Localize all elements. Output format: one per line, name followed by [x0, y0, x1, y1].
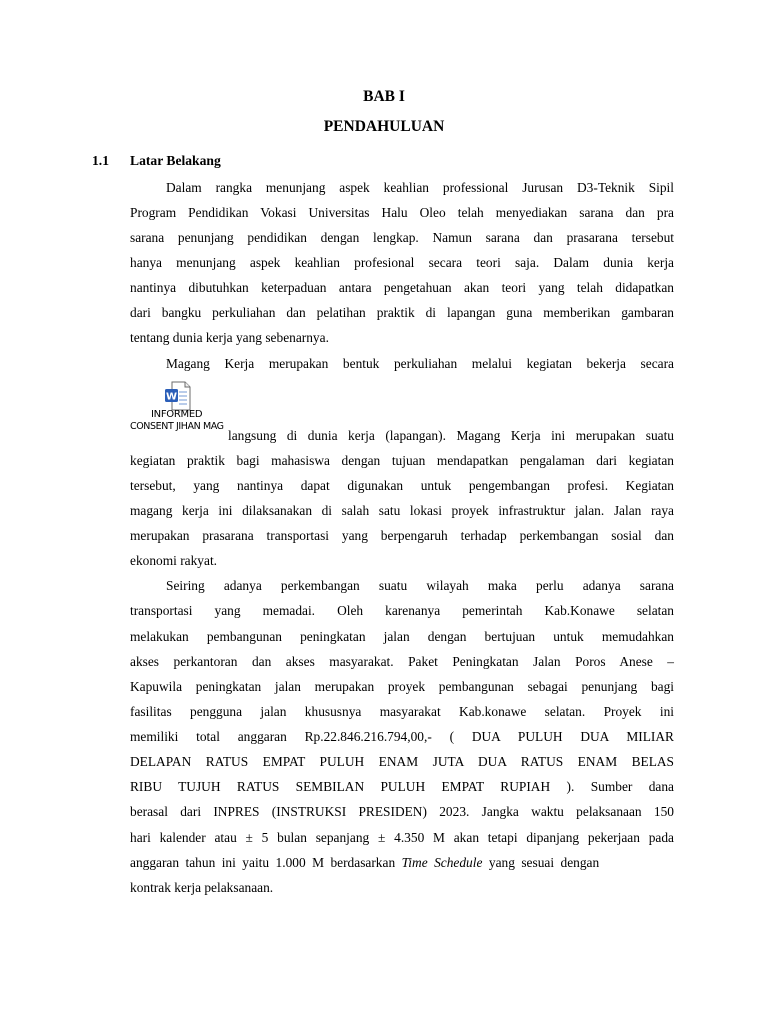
- paragraph1-line: nantinya dibutuhkan keterpaduan antara pengetahuan akan teori yang telah didapatkan: [130, 280, 674, 295]
- paragraph3-line: fasilitas pengguna jalan khususnya masyarakat Kab.konawe selatan. Proyek ini: [130, 704, 674, 719]
- paragraph3-line: memiliki total anggaran Rp.22.846.216.794,00,- ( DUA PULUH DUA MILIAR: [130, 729, 674, 744]
- time-schedule-term: Time Schedule: [401, 855, 483, 870]
- paragraph3-line: hari kalender atau ± 5 bulan sepanjang ± 4.350 M akan tetapi dipanjang pekerjaan pada: [130, 830, 674, 845]
- line-text: yang sesuai dengan: [482, 855, 600, 870]
- paragraph3-line: berasal dari INPRES (INSTRUKSI PRESIDEN) 2023. Jangka waktu pelaksanaan 150: [130, 804, 674, 819]
- paragraph2-line: kegiatan praktik bagi mahasiswa dengan tujuan mendapatkan pengalaman dari kegiatan: [130, 453, 674, 468]
- paragraph2-line: magang kerja ini dilaksanakan di salah satu lokasi proyek infrastruktur jalan. Jalan raya: [130, 503, 674, 518]
- paragraph2-line: ekonomi rakyat.: [130, 553, 218, 568]
- paragraph3-line: akses perkantoran dan akses masyarakat. Paket Peningkatan Jalan Poros Anese –: [130, 654, 674, 669]
- paragraph1-line: Dalam rangka menunjang aspek keahlian professional Jurusan D3-Teknik Sipil: [166, 180, 674, 195]
- paragraph2-line: Magang Kerja merupakan bentuk perkuliahan melalui kegiatan bekerja secara: [166, 356, 674, 371]
- paragraph1-line: hanya menunjang aspek keahlian profesional secara teori saja. Dalam dunia kerja: [130, 255, 674, 270]
- icon-letter: W: [165, 391, 178, 403]
- paragraph2-line: merupakan prasarana transportasi yang berpengaruh terhadap perkembangan sosial dan: [130, 528, 674, 543]
- paragraph3-line: transportasi yang memadai. Oleh karenanya pemerintah Kab.Konawe selatan: [130, 603, 674, 618]
- paragraph3-line: Kapuwila peningkatan jalan merupakan proyek pembangunan sebagai penunjang bagi: [130, 679, 674, 694]
- paragraph1-line: Program Pendidikan Vokasi Universitas Halu Oleo telah menyediakan sarana dan pra: [130, 205, 674, 220]
- paragraph1-line: tentang dunia kerja yang sebenarnya.: [130, 330, 329, 345]
- paragraph3-line: kontrak kerja pelaksanaan.: [130, 880, 274, 895]
- line-text: anggaran tahun ini yaitu 1.000 M berdasarkan: [130, 855, 402, 870]
- paragraph2-line: langsung di dunia kerja (lapangan). Magang Kerja ini merupakan suatu: [228, 428, 674, 443]
- section-title: Latar Belakang: [130, 153, 221, 168]
- paragraph1-line: dari bangku perkuliahan dan pelatihan praktik di lapangan guna memberikan gambaran: [130, 305, 674, 320]
- paragraph3-line: [130, 854, 674, 871]
- paragraph3-line: melakukan pembangunan peningkatan jalan dengan bertujuan untuk memudahkan: [130, 629, 674, 644]
- paragraph2-line: tersebut, yang nantinya dapat digunakan untuk pengembangan profesi. Kegiatan: [130, 478, 674, 493]
- paragraph3-line: Seiring adanya perkembangan suatu wilayah maka perlu adanya sarana: [166, 578, 674, 593]
- section-number: 1.1: [92, 153, 109, 168]
- chapter-title: PENDAHULUAN: [323, 118, 445, 135]
- paragraph3-line: RIBU TUJUH RATUS SEMBILAN PULUH EMPAT RUPIAH ). Sumber dana: [130, 779, 674, 794]
- chapter-label: BAB I: [363, 88, 405, 105]
- object-caption-line2: CONSENT JIHAN MAG: [130, 421, 224, 432]
- object-caption-line1: INFORMED: [151, 409, 203, 420]
- paragraph3-line: DELAPAN RATUS EMPAT PULUH ENAM JUTA DUA RATUS ENAM BELAS: [130, 754, 674, 769]
- word-document-icon[interactable]: [163, 381, 191, 411]
- paragraph1-line: sarana penunjang pendidikan dengan lengkap. Namun sarana dan prasarana tersebut: [130, 230, 674, 245]
